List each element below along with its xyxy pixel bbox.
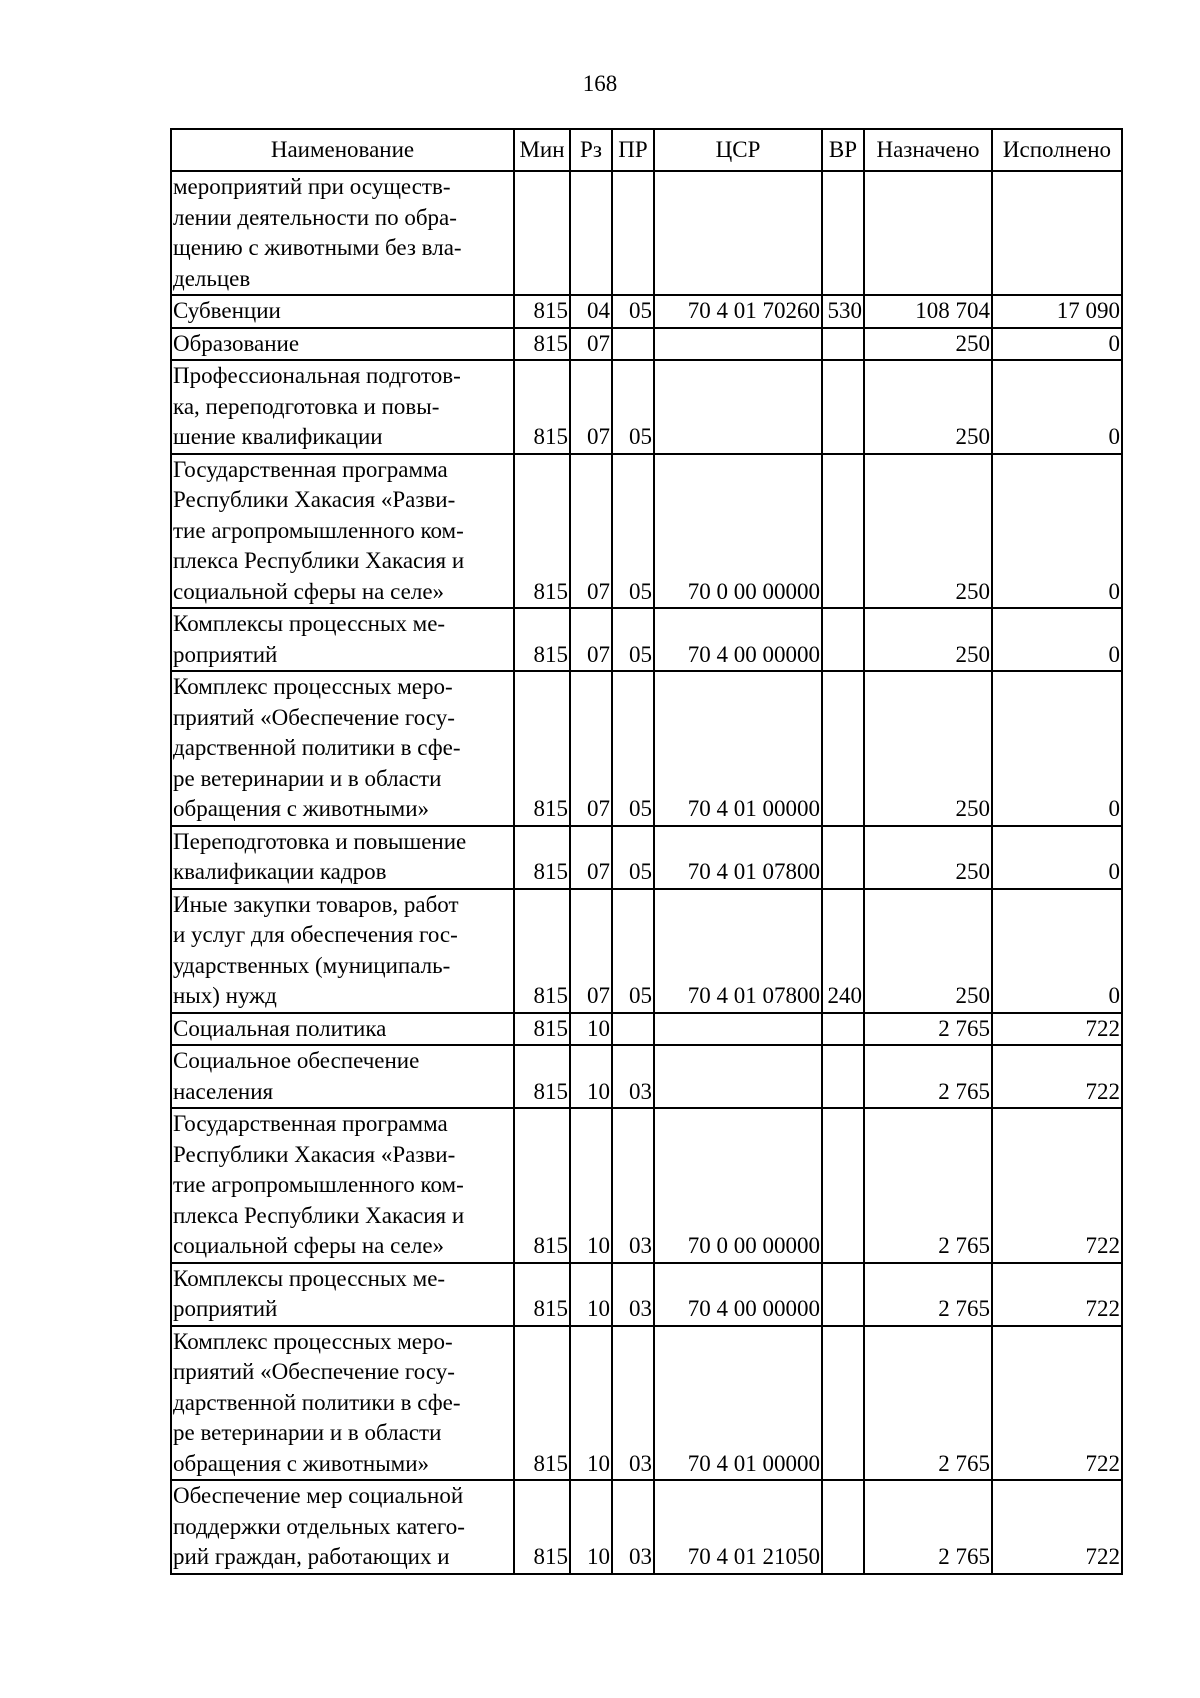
cell-pr [612, 171, 654, 295]
cell-rz: 10 [570, 1480, 612, 1574]
cell-min: 815 [514, 1326, 570, 1481]
cell-vr [822, 1480, 864, 1574]
cell-pr: 03 [612, 1263, 654, 1326]
column-header-min: Мин [514, 129, 570, 171]
name-line: Комплексы процессных ме- [173, 611, 446, 636]
cell-assigned [864, 171, 992, 295]
cell-rz: 07 [570, 826, 612, 889]
name-line: населения [173, 1078, 274, 1104]
cell-assigned: 2 765 [864, 1480, 992, 1574]
cell-vr [822, 826, 864, 889]
cell-rz: 07 [570, 360, 612, 454]
cell-name [171, 171, 514, 295]
cell-pr [612, 328, 654, 361]
cell-pr: 03 [612, 1480, 654, 1574]
name-line: лении деятельности по обра- [173, 204, 457, 230]
name-line: мероприятий при осуществ- [173, 174, 451, 199]
cell-executed: 722 [992, 1480, 1122, 1574]
cell-rz: 10 [570, 1013, 612, 1046]
cell-executed: 0 [992, 826, 1122, 889]
page-number: 168 [582, 71, 618, 96]
cell-name [171, 1480, 514, 1574]
table-row [171, 671, 1122, 826]
cell-csr: 70 4 00 00000 [654, 608, 822, 671]
name-line: роприятий [173, 641, 278, 667]
cell-executed: 0 [992, 671, 1122, 826]
cell-min: 815 [514, 1480, 570, 1574]
cell-assigned: 2 765 [864, 1108, 992, 1263]
cell-csr [654, 171, 822, 295]
table-row [171, 1480, 1122, 1574]
cell-pr: 05 [612, 671, 654, 826]
cell-assigned: 2 765 [864, 1326, 992, 1481]
cell-min: 815 [514, 295, 570, 328]
name-line: дарственной политики в сфе- [173, 1389, 461, 1415]
cell-executed: 722 [992, 1045, 1122, 1108]
table-row [171, 1326, 1122, 1481]
table-row [171, 1108, 1122, 1263]
cell-min: 815 [514, 1263, 570, 1326]
cell-min: 815 [514, 1013, 570, 1046]
cell-executed: 722 [992, 1263, 1122, 1326]
cell-assigned: 250 [864, 328, 992, 361]
table-row [171, 295, 1122, 328]
cell-name [171, 360, 514, 454]
cell-vr [822, 1263, 864, 1326]
name-line: Профессиональная подготов- [173, 363, 461, 388]
cell-name [171, 1263, 514, 1326]
cell-executed: 17 090 [992, 295, 1122, 328]
cell-rz: 07 [570, 608, 612, 671]
cell-min: 815 [514, 889, 570, 1013]
name-line: социальной сферы на селе» [173, 1233, 445, 1258]
cell-min: 815 [514, 328, 570, 361]
table-row [171, 1263, 1122, 1326]
cell-csr: 70 4 01 00000 [654, 671, 822, 826]
name-line: Переподготовка и повышение [173, 828, 467, 854]
cell-csr [654, 360, 822, 454]
name-line: ре ветеринарии и в области [173, 1420, 442, 1445]
cell-csr [654, 328, 822, 361]
name-line: Государственная программа [173, 456, 448, 482]
cell-assigned: 108 704 [864, 295, 992, 328]
cell-assigned: 250 [864, 360, 992, 454]
cell-csr [654, 1013, 822, 1046]
cell-executed: 0 [992, 328, 1122, 361]
table-row [171, 328, 1122, 361]
cell-name [171, 671, 514, 826]
cell-rz: 10 [570, 1045, 612, 1108]
name-line: и услуг для обеспечения гос- [173, 922, 458, 947]
cell-assigned: 2 765 [864, 1263, 992, 1326]
name-line: дельцев [173, 265, 251, 291]
name-line: тие агропромышленного ком- [173, 517, 464, 543]
name-line: Иные закупки товаров, работ [173, 891, 459, 917]
cell-name [171, 1326, 514, 1481]
budget-table [170, 128, 1123, 1575]
table-row [171, 889, 1122, 1013]
cell-name [171, 889, 514, 1013]
cell-rz: 10 [570, 1326, 612, 1481]
cell-csr: 70 0 00 00000 [654, 454, 822, 609]
cell-executed: 0 [992, 454, 1122, 609]
cell-executed: 722 [992, 1108, 1122, 1263]
header-row [171, 129, 1122, 171]
cell-csr: 70 4 01 07800 [654, 826, 822, 889]
table-row [171, 454, 1122, 609]
cell-pr: 03 [612, 1108, 654, 1263]
cell-name [171, 1045, 514, 1108]
cell-rz: 07 [570, 889, 612, 1013]
cell-pr: 03 [612, 1326, 654, 1481]
name-line: социальной сферы на селе» [173, 578, 445, 604]
name-line: Обеспечение мер социальной [173, 1483, 464, 1508]
column-header-vr: ВР [822, 129, 864, 171]
cell-assigned: 250 [864, 889, 992, 1013]
cell-assigned: 250 [864, 454, 992, 609]
cell-csr: 70 4 01 70260 [654, 295, 822, 328]
cell-pr: 05 [612, 608, 654, 671]
cell-min: 815 [514, 826, 570, 889]
name-line: Государственная программа [173, 1111, 448, 1136]
name-line: Образование [173, 330, 300, 356]
name-line: Социальное обеспечение [173, 1048, 420, 1073]
name-line: обращения с животными» [173, 796, 430, 821]
name-line: Комплекс процессных меро- [173, 1328, 453, 1354]
cell-rz: 07 [570, 454, 612, 609]
name-line: шение квалификации [173, 424, 383, 449]
column-header-name: Наименование [171, 129, 514, 171]
cell-vr [822, 360, 864, 454]
name-line: Республики Хакасия «Разви- [173, 1141, 456, 1167]
cell-rz [570, 171, 612, 295]
cell-vr [822, 1013, 864, 1046]
name-line: поддержки отдельных катего- [173, 1513, 465, 1539]
name-line: дарственной политики в сфе- [173, 735, 461, 760]
cell-executed: 0 [992, 608, 1122, 671]
name-line: обращения с животными» [173, 1450, 430, 1476]
cell-min: 815 [514, 360, 570, 454]
cell-rz: 07 [570, 671, 612, 826]
cell-name [171, 1108, 514, 1263]
cell-rz: 04 [570, 295, 612, 328]
cell-pr [612, 1013, 654, 1046]
cell-name [171, 295, 514, 328]
cell-executed: 0 [992, 889, 1122, 1013]
cell-csr: 70 4 01 21050 [654, 1480, 822, 1574]
name-line: приятий «Обеспечение госу- [173, 704, 455, 730]
cell-rz: 10 [570, 1108, 612, 1263]
cell-min: 815 [514, 1045, 570, 1108]
cell-csr: 70 4 00 00000 [654, 1263, 822, 1326]
cell-min: 815 [514, 454, 570, 609]
cell-name [171, 1013, 514, 1046]
column-header-pr: ПР [612, 129, 654, 171]
cell-pr: 05 [612, 360, 654, 454]
table-row [171, 826, 1122, 889]
cell-vr [822, 1108, 864, 1263]
name-line: ре ветеринарии и в области [173, 765, 442, 791]
cell-assigned: 250 [864, 826, 992, 889]
name-line: Социальная политика [173, 1015, 387, 1041]
cell-rz: 07 [570, 328, 612, 361]
cell-name [171, 454, 514, 609]
cell-min: 815 [514, 608, 570, 671]
cell-vr [822, 1326, 864, 1481]
cell-vr [822, 608, 864, 671]
name-line: Субвенции [173, 298, 281, 323]
cell-pr: 03 [612, 1045, 654, 1108]
cell-vr [822, 171, 864, 295]
cell-pr: 05 [612, 889, 654, 1013]
name-line: тие агропромышленного ком- [173, 1172, 464, 1197]
cell-pr: 05 [612, 454, 654, 609]
table-row [171, 360, 1122, 454]
name-line: Комплексы процессных ме- [173, 1265, 446, 1291]
cell-assigned: 250 [864, 608, 992, 671]
name-line: ударственных (муниципаль- [173, 952, 451, 978]
name-line: плекса Республики Хакасия и [173, 548, 465, 573]
cell-pr: 05 [612, 295, 654, 328]
cell-csr: 70 4 01 07800 [654, 889, 822, 1013]
cell-min: 815 [514, 671, 570, 826]
cell-rz: 10 [570, 1263, 612, 1326]
column-header-assigned: Назначено [864, 129, 992, 171]
cell-executed [992, 171, 1122, 295]
cell-name [171, 328, 514, 361]
cell-executed: 722 [992, 1326, 1122, 1481]
name-line: ка, переподготовка и повы- [173, 393, 440, 419]
cell-vr: 530 [822, 295, 864, 328]
cell-assigned: 2 765 [864, 1013, 992, 1046]
table-body [171, 171, 1122, 1574]
cell-executed: 722 [992, 1013, 1122, 1046]
cell-pr: 05 [612, 826, 654, 889]
table-row [171, 608, 1122, 671]
name-line: ных) нужд [173, 983, 277, 1008]
cell-assigned: 2 765 [864, 1045, 992, 1108]
cell-vr: 240 [822, 889, 864, 1013]
cell-csr: 70 4 01 00000 [654, 1326, 822, 1481]
cell-vr [822, 328, 864, 361]
cell-min: 815 [514, 1108, 570, 1263]
column-header-csr: ЦСР [654, 129, 822, 171]
table-row [171, 171, 1122, 295]
name-line: Комплекс процессных меро- [173, 674, 453, 699]
name-line: Республики Хакасия «Разви- [173, 487, 456, 512]
name-line: плекса Республики Хакасия и [173, 1202, 465, 1228]
cell-name [171, 826, 514, 889]
cell-vr [822, 671, 864, 826]
cell-executed: 0 [992, 360, 1122, 454]
name-line: роприятий [173, 1296, 278, 1321]
cell-vr [822, 454, 864, 609]
column-header-rz: Рз [570, 129, 612, 171]
cell-min [514, 171, 570, 295]
column-header-executed: Исполнено [992, 129, 1122, 171]
cell-vr [822, 1045, 864, 1108]
cell-csr: 70 0 00 00000 [654, 1108, 822, 1263]
table-row [171, 1013, 1122, 1046]
name-line: квалификации кадров [173, 859, 387, 884]
table-row [171, 1045, 1122, 1108]
cell-name [171, 608, 514, 671]
cell-assigned: 250 [864, 671, 992, 826]
name-line: щению с животными без вла- [173, 235, 462, 260]
name-line: рий граждан, работающих и [173, 1544, 450, 1569]
cell-csr [654, 1045, 822, 1108]
name-line: приятий «Обеспечение госу- [173, 1359, 455, 1384]
